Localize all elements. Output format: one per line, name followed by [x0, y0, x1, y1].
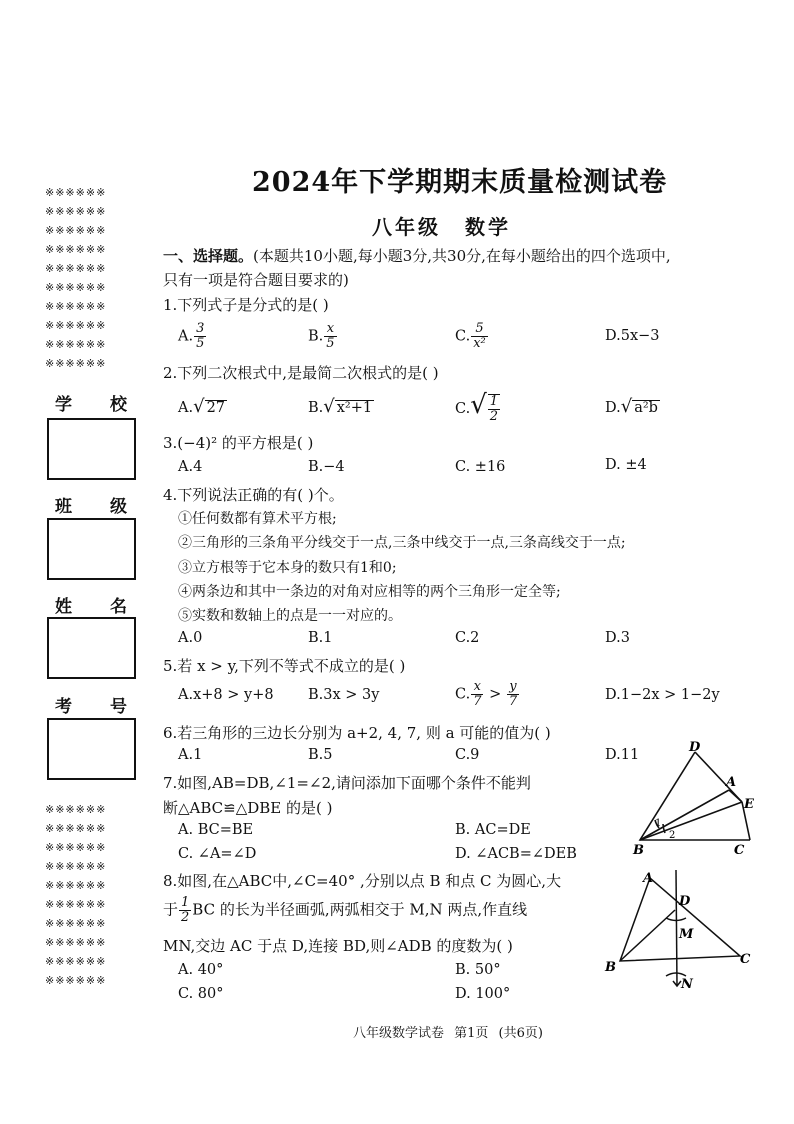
q4-statement-5: ⑤实数和数轴上的点是一一对应的。 — [178, 608, 402, 624]
q8-option-d[interactable]: D. 100° — [455, 986, 511, 1002]
q7-label-C: C — [734, 843, 745, 858]
q6-stem: 6.若三角形的三边长分别为 a+2, 4, 7, 则 a 可能的值为( ) — [163, 724, 551, 742]
q3-option-b[interactable]: B.−4 — [308, 459, 345, 475]
q8-label-C: C — [740, 952, 751, 967]
q7-label-E: E — [744, 797, 754, 812]
q3-option-a[interactable]: A.4 — [178, 459, 203, 475]
q8-option-c[interactable]: C. 80° — [178, 986, 224, 1002]
q7-option-b[interactable]: B. AC=DE — [455, 822, 531, 838]
class-field[interactable] — [47, 518, 136, 580]
q7-stem-line2: 断△ABC≌△DBE 的是( ) — [163, 799, 333, 817]
q8-figure — [600, 868, 770, 998]
q2-option-d[interactable]: D.√ a²b — [605, 396, 658, 417]
q4-statement-4: ④两条边和其中一条边的对角对应相等的两个三角形一定全等; — [178, 584, 561, 600]
q6-option-b[interactable]: B.5 — [308, 747, 333, 763]
q8-label-N: N — [681, 977, 693, 992]
q3-option-c[interactable]: C. ±16 — [455, 459, 506, 475]
q5-stem: 5.若 x > y,下列不等式不成立的是( ) — [163, 657, 406, 675]
q4-option-b[interactable]: B.1 — [308, 630, 333, 646]
section-desc: 只有一项是符合题目要求的) — [163, 271, 349, 289]
exam-subtitle: 八年级 数学 — [372, 215, 511, 239]
q5-option-a[interactable]: A.x+8 > y+8 — [178, 687, 274, 703]
page-footer: 八年级数学试卷 第1页 (共6页) — [353, 1026, 543, 1041]
q1-stem: 1.下列式子是分式的是( ) — [163, 296, 329, 314]
q8-label-D: D — [679, 894, 691, 909]
q7-label-D: D — [689, 740, 701, 755]
q7-stem-line1: 7.如图,AB=DB,∠1=∠2,请问添加下面哪个条件不能判 — [163, 774, 531, 792]
q1-option-d[interactable]: D.5x−3 — [605, 328, 660, 344]
q4-option-c[interactable]: C.2 — [455, 630, 480, 646]
q8-stem-line2: 于 $\frac{1}{2}$ BC 的长为半径画弧,两弧相交于 M,N 两点,作直线 — [163, 895, 528, 925]
binding-stars-bottom: ※※※※※※ ※※※※※※ ※※※※※※ ※※※※※※ ※※※※※※ ※※※※※※ ※※※※※※ ※※※※※※ ※※※※※※ ※※※※※※ — [45, 803, 107, 987]
q7-label-A: A — [726, 775, 737, 790]
q4-statement-1: ①任何数都有算术平方根; — [178, 511, 337, 527]
q2-option-a[interactable]: A.√ 27 — [178, 396, 226, 417]
q8-stem-line1: 8.如图,在△ABC中,∠C=40° ,分别以点 B 和点 C 为圆心,大 — [163, 872, 562, 890]
q4-statement-2: ②三角形的三条角平分线交于一点,三条中线交于一点,三条高线交于一点; — [178, 535, 626, 551]
exam-no-field[interactable] — [47, 718, 136, 780]
binding-stars-top: ※※※※※※ ※※※※※※ ※※※※※※ ※※※※※※ ※※※※※※ ※※※※※※ ※※※※※※ ※※※※※※ ※※※※※※ ※※※※※※ — [45, 186, 107, 370]
q7-label-angle2: 2 — [669, 830, 676, 841]
q2-option-c[interactable]: C.√ $\frac{1}{2}$ — [455, 390, 499, 424]
q1-option-a[interactable]: A. $\frac{3}{5}$ — [178, 321, 205, 351]
name-field[interactable] — [47, 617, 136, 679]
q4-option-d[interactable]: D.3 — [605, 630, 630, 646]
q8-label-A: A — [643, 871, 654, 886]
q7-figure — [625, 740, 765, 865]
q4-option-a[interactable]: A.0 — [178, 630, 203, 646]
q2-option-b[interactable]: B.√ x²+1 — [308, 396, 373, 417]
q2-stem: 2.下列二次根式中,是最简二次根式的是( ) — [163, 364, 439, 382]
q7-option-a[interactable]: A. BC=BE — [178, 822, 254, 838]
q6-option-c[interactable]: C.9 — [455, 747, 480, 763]
q3-stem: 3.(−4)² 的平方根是( ) — [163, 434, 314, 452]
q3-option-d[interactable]: D. ±4 — [605, 457, 647, 473]
q1-option-b[interactable]: B. $\frac{x}{5}$ — [308, 321, 335, 351]
q7-option-d[interactable]: D. ∠ACB=∠DEB — [455, 846, 577, 862]
q5-option-c[interactable]: C. $\frac{x}{7}$ > $\frac{y}{7}$ — [455, 679, 518, 709]
q6-option-d[interactable]: D.11 — [605, 747, 640, 763]
q8-stem-line3: MN,交边 AC 于点 D,连接 BD,则∠ADB 的度数为( ) — [163, 937, 513, 955]
q5-option-b[interactable]: B.3x > 3y — [308, 687, 380, 703]
q8-label-M: M — [679, 927, 694, 942]
section-heading: 一、选择题。(本题共10小题,每小题3分,共30分,在每小题给出的四个选项中, — [163, 247, 671, 265]
q8-label-B: B — [605, 960, 616, 975]
school-field[interactable] — [47, 418, 136, 480]
q4-stem: 4.下列说法正确的有( )个。 — [163, 486, 344, 504]
q8-option-b[interactable]: B. 50° — [455, 962, 501, 978]
q7-option-c[interactable]: C. ∠A=∠D — [178, 846, 257, 862]
exam-title: 2024年下学期期末质量检测试卷 — [252, 167, 668, 198]
q8-option-a[interactable]: A. 40° — [178, 962, 224, 978]
q5-option-d[interactable]: D.1−2x > 1−2y — [605, 687, 720, 703]
q7-label-B: B — [633, 843, 644, 858]
q4-statement-3: ③立方根等于它本身的数只有1和0; — [178, 560, 397, 576]
q7-label-angle1: 1 — [655, 818, 662, 829]
q1-option-c[interactable]: C. $\frac{5}{\text{x²}}$ — [455, 321, 486, 351]
q6-option-a[interactable]: A.1 — [178, 747, 203, 763]
